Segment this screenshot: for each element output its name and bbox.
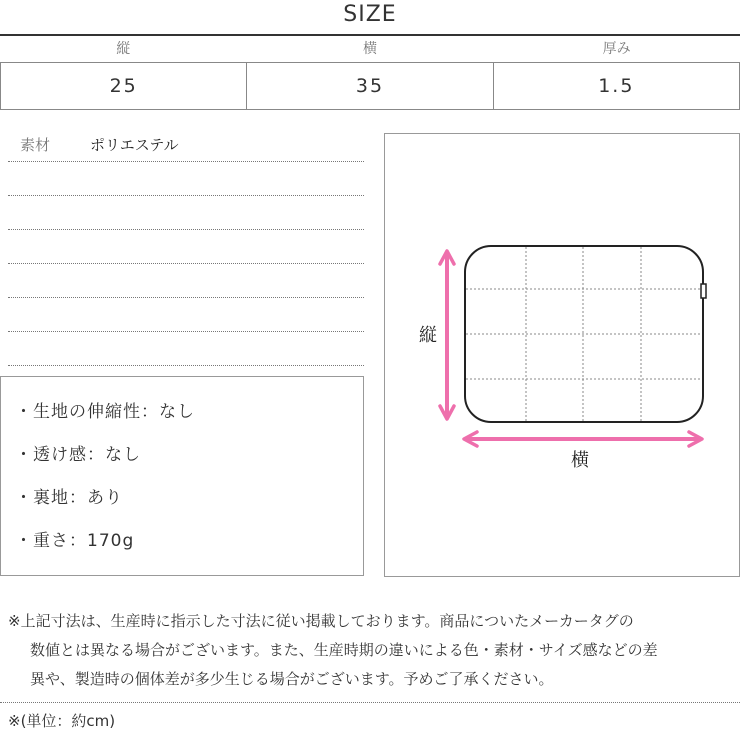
size-table-values — [0, 62, 740, 110]
value-thickness: 1.5 — [493, 63, 739, 109]
spec-value: ポリエステル — [90, 136, 179, 154]
value-width: 35 — [246, 63, 492, 109]
bottom-divider — [0, 702, 740, 703]
size-table — [0, 38, 740, 110]
spec-row — [8, 332, 364, 366]
property-stretch: ・生地の伸縮性：なし — [15, 402, 195, 422]
spec-row — [8, 230, 364, 264]
disclaimer-note — [8, 607, 732, 694]
header-thickness: 厚み — [602, 41, 631, 57]
property-lining: ・裏地：あり — [15, 488, 123, 508]
spec-row — [8, 298, 364, 332]
zipper-pull-icon — [701, 284, 706, 298]
vertical-label: 縦 — [419, 325, 437, 346]
spec-row — [8, 162, 364, 196]
horizontal-label: 横 — [571, 450, 589, 471]
header-length: 縦 — [116, 41, 131, 57]
spec-row-material — [8, 128, 364, 162]
header-width: 横 — [363, 41, 377, 57]
spec-label: 素材 — [20, 136, 51, 154]
properties-box — [0, 376, 364, 576]
property-sheerness: ・透け感：なし — [15, 445, 141, 465]
size-diagram — [384, 133, 740, 577]
vertical-arrow-icon — [440, 251, 454, 419]
note-line-2: 数値とは異なる場合がございます。また、生産時期の違いによる色・素材・サイズ感などの差 — [30, 641, 658, 659]
note-line-1: ※上記寸法は、生産時に指示した寸法に従い掲載しております。商品についたメーカータグの — [8, 612, 634, 630]
spec-list — [8, 128, 364, 366]
spec-row — [8, 264, 364, 298]
title-divider — [0, 34, 740, 36]
value-length: 25 — [109, 75, 138, 97]
size-table-header — [0, 38, 740, 62]
pouch-illustration — [385, 134, 740, 578]
horizontal-arrow-icon — [464, 432, 702, 446]
spec-row — [8, 196, 364, 230]
note-line-3: 異や、製造時の個体差が多少生じる場合がございます。予めご了承ください。 — [30, 670, 554, 688]
unit-note: ※(単位：約cm) — [8, 712, 116, 730]
property-weight: ・重さ：170g — [15, 531, 135, 551]
page-title: SIZE — [343, 2, 397, 27]
